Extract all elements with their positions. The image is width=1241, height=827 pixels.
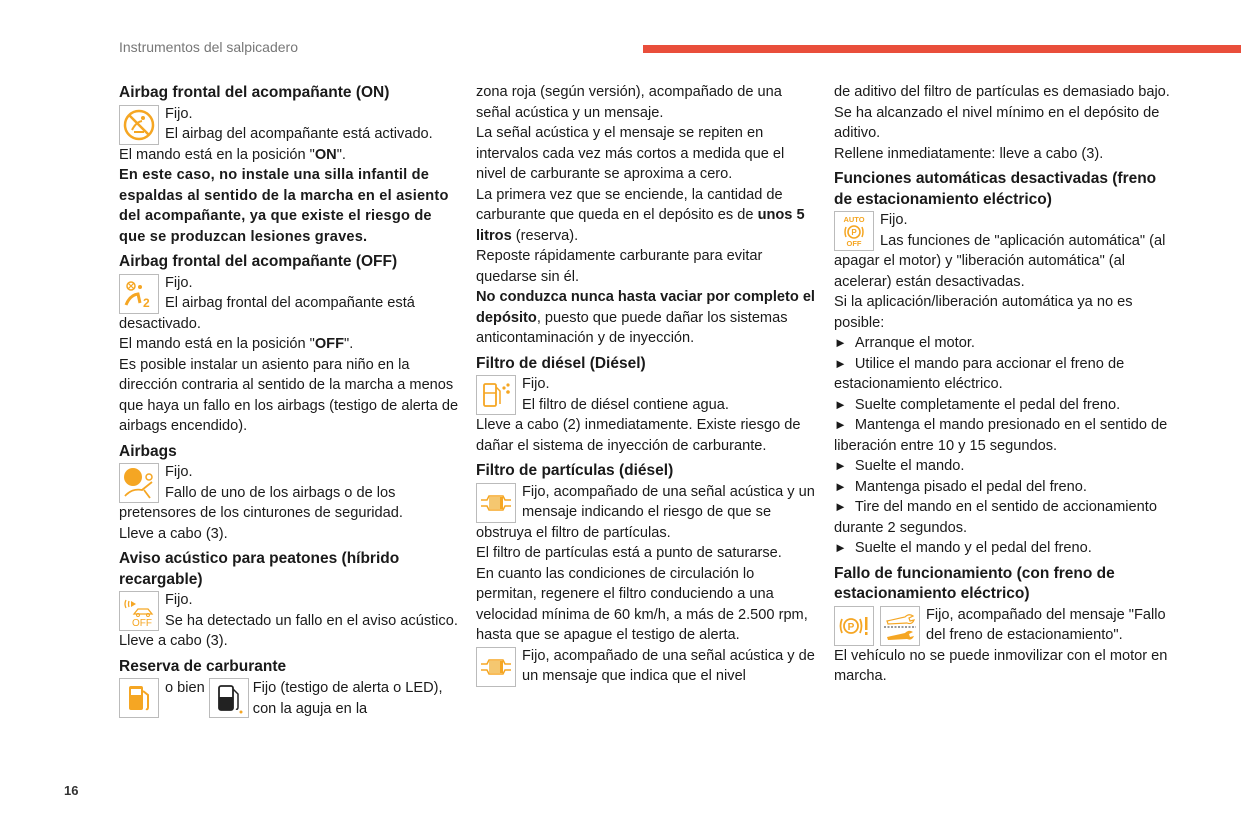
bullet-icon: ►	[834, 458, 847, 473]
warning-text: En este caso, no instale una silla infantil de espaldas al sentido de la marcha en el asiento del acompañante, ya que existe el riesgo de que se produzcan lesiones graves.	[119, 167, 449, 245]
text: , puesto que puede dañar los sistemas anticontaminación y de inyección.	[476, 309, 788, 346]
text	[119, 334, 461, 355]
text: Fijo.	[165, 592, 193, 608]
text: Reposte rápidamente carburante para evitar quedarse sin él.	[476, 248, 763, 285]
particle-filter-icon	[476, 647, 516, 687]
svg-text:P: P	[851, 228, 857, 237]
svg-text:P: P	[847, 621, 855, 633]
text: ".	[344, 336, 354, 352]
text: El filtro de diésel contiene agua.	[522, 396, 729, 413]
text: El mando está en la posición "	[119, 336, 315, 352]
text: Fallo de uno de los airbags o de los pretensores de los cinturones de seguridad.	[119, 484, 403, 521]
svg-text:OFF: OFF	[132, 618, 152, 628]
bullet-icon: ►	[834, 540, 847, 555]
text: La primera vez que se enciende, la cantidad de carburante que queda en el depósito es de	[476, 186, 783, 223]
heading-parking-brake-fault: Fallo de funcionamiento (con freno de estacionamiento eléctrico)	[834, 564, 1115, 602]
step	[834, 354, 1176, 395]
step	[834, 456, 1176, 477]
text: Fijo, acompañado de una señal acústica y de un mensaje que indica que el nivel	[522, 647, 815, 684]
text: El mando está en la posición "	[119, 146, 315, 163]
step	[834, 395, 1176, 416]
text: Lleve a cabo (3).	[119, 525, 228, 542]
text: Fijo.	[165, 274, 193, 291]
text: OFF	[314, 336, 345, 352]
text: La señal acústica y el mensaje se repiten en intervalos cada vez más cortos a medida que el nivel de carburante se aproxima a cero.	[476, 125, 785, 182]
auto-parking-brake-off-icon	[834, 211, 874, 251]
passenger-airbag-off-icon	[119, 274, 159, 314]
step	[834, 333, 1176, 354]
heading-airbag-on: Airbag frontal del acompañante (ON)	[119, 84, 390, 101]
text: El airbag frontal del acompañante está desactivado.	[119, 295, 415, 332]
section-header: Instrumentos del salpicadero	[119, 39, 298, 55]
text: Se ha detectado un fallo en el aviso acústico.	[165, 612, 458, 629]
text: Se ha alcanzado el nivel mínimo en el depósito de aditivo.	[834, 104, 1160, 141]
fuel-led-icon	[209, 678, 249, 718]
text: En cuanto las condiciones de circulación lo permitan, regenere el filtro conduciendo a una velocidad mínima de 60 km/h, a más de 2.500 rpm, hasta que se apague el testigo de alerta.	[476, 565, 808, 643]
heading-particle-filter: Filtro de partículas (diésel)	[476, 462, 674, 479]
text: ".	[336, 146, 346, 163]
svg-text:AUTO: AUTO	[843, 215, 865, 224]
text: Rellene inmediatamente: lleve a cabo (3).	[834, 145, 1104, 162]
heading-diesel-filter: Filtro de diésel (Diésel)	[476, 354, 646, 372]
bullet-icon: ►	[834, 478, 847, 494]
step	[834, 477, 1176, 498]
heading-airbags: Airbags	[119, 442, 177, 460]
text: Fijo, acompañado de una señal acústica y un mensaje indicando el riesgo de que se obstruya el filtro de partículas.	[476, 483, 815, 541]
text: El filtro de partículas está a punto de saturarse.	[476, 545, 782, 561]
bullet-icon: ►	[834, 355, 847, 371]
text: de aditivo del filtro de partículas es demasiado bajo.	[834, 84, 1170, 100]
bullet-icon: ►	[834, 335, 847, 350]
bullet-icon: ►	[834, 417, 847, 432]
pedestrian-sound-off-icon	[119, 591, 159, 631]
text: No conduzca nunca hasta vaciar por completo el depósito	[476, 289, 815, 326]
text: El airbag del acompañante está activado.	[165, 126, 433, 142]
heading-pedestrian-sound: Aviso acústico para peatones (híbrido recargable)	[119, 550, 400, 588]
bullet-icon: ►	[834, 396, 847, 412]
text: Es posible instalar un asiento para niño en la dirección contraria al sentido de la marcha a menos que haya un fallo en los airbags (testigo de alerta de airbags encendido).	[119, 356, 459, 434]
text: El vehículo no se puede inmovilizar con el motor en marcha.	[834, 647, 1168, 684]
header-accent-bar	[643, 45, 1241, 53]
fuel-pump-icon	[119, 678, 159, 718]
text: Suelte el mando.	[854, 458, 965, 474]
text: Arranque el motor.	[854, 335, 975, 351]
bullet-icon: ►	[834, 499, 847, 514]
column-2	[476, 82, 818, 687]
text: Lleve a cabo (2) inmediatamente. Existe riesgo de dañar el sistema de inyección de carburante.	[476, 417, 801, 454]
text: Lleve a cabo (3).	[119, 633, 228, 649]
service-wrench-icon	[880, 606, 920, 646]
particle-filter-icon	[476, 483, 516, 523]
text: Fijo.	[880, 212, 908, 228]
text: Si la aplicación/liberación automática ya no es posible:	[834, 294, 1133, 331]
text: Fijo, acompañado del mensaje "Fallo del freno de estacionamiento".	[926, 606, 1166, 643]
page-number: 16	[64, 783, 79, 798]
text: zona roja (según versión), acompañado de una señal acústica y un mensaje.	[476, 84, 782, 121]
text: ON	[314, 146, 337, 163]
column-1	[119, 82, 461, 719]
text: Las funciones de "aplicación automática" (al apagar el motor) y "liberación automática" (al acelerar) están desactivadas.	[834, 232, 1166, 290]
column-3	[834, 82, 1176, 687]
text: Suelte el mando y el pedal del freno.	[854, 540, 1092, 556]
water-in-diesel-icon	[476, 375, 516, 415]
heading-auto-functions: Funciones automáticas desactivadas (freno de estacionamiento eléctrico)	[834, 170, 1157, 208]
step	[834, 415, 1176, 456]
text: Mantenga pisado el pedal del freno.	[854, 478, 1087, 495]
heading-airbag-off: Airbag frontal del acompañante (OFF)	[119, 253, 398, 270]
text: Fijo.	[165, 464, 193, 480]
airbag-fault-icon	[119, 463, 159, 503]
text	[119, 145, 461, 166]
text: Tire del mando en el sentido de accionamiento durante 2 segundos.	[834, 499, 1157, 536]
text	[476, 185, 818, 247]
svg-text:2: 2	[143, 295, 150, 310]
text: Utilice el mando para accionar el freno de estacionamiento eléctrico.	[834, 355, 1125, 392]
svg-text:OFF: OFF	[846, 239, 862, 248]
text: Mantenga el mando presionado en el sentido de liberación entre 10 y 15 segundos.	[834, 417, 1168, 454]
text: (reserva).	[511, 227, 579, 244]
text: Fijo.	[522, 376, 550, 392]
text: unos 5 litros	[476, 207, 805, 244]
step	[834, 497, 1176, 538]
parking-brake-fault-icon	[834, 606, 874, 646]
text: Fijo.	[165, 105, 193, 122]
text: Suelte completamente el pedal del freno.	[854, 396, 1121, 413]
step	[834, 538, 1176, 559]
heading-fuel-reserve: Reserva de carburante	[119, 657, 287, 675]
passenger-airbag-on-icon	[119, 105, 159, 145]
text	[476, 287, 818, 349]
text: Fijo (testigo de alerta o LED), con la aguja en la	[252, 680, 443, 717]
text: o bien	[165, 680, 205, 696]
